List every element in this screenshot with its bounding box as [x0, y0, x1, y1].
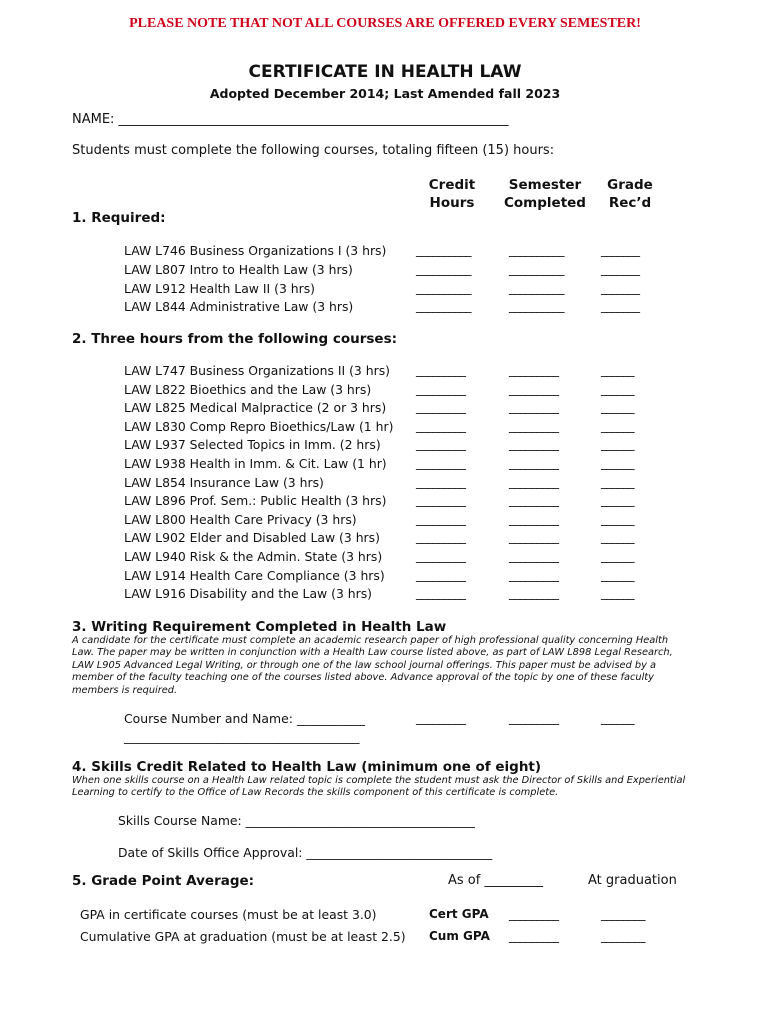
gpa-cumulative-text: Cumulative GPA at graduation (must be at least 2.5) [80, 929, 406, 944]
semester-completed-blank[interactable]: _________ [509, 567, 559, 582]
column-grade-recd [602, 176, 658, 212]
semester-completed-blank[interactable]: _________ [509, 474, 559, 489]
grade-blank[interactable]: ______ [601, 418, 634, 433]
semester-completed-blank[interactable]: _________ [509, 586, 559, 601]
semester-completed-blank[interactable]: _________ [509, 549, 559, 563]
credit-hours-blank[interactable]: _________ [416, 474, 466, 489]
course-row-label: LAW L844 Administrative Law (3 hrs) [124, 299, 354, 315]
column-grade-line1: Grade [607, 177, 653, 193]
credit-hours-blank[interactable]: _________ [416, 493, 466, 508]
credit-hours-blank[interactable]: _________ [416, 549, 466, 563]
grade-blank[interactable]: _______ [601, 243, 640, 257]
intro-text: Students must complete the following courses, totaling fifteen (15) hours: [72, 143, 555, 158]
grade-blank[interactable]: ______ [601, 400, 634, 415]
semester-completed-blank[interactable]: _________ [509, 400, 559, 415]
credit-hours-blank[interactable]: __________ [416, 243, 471, 257]
semester-completed-blank[interactable]: __________ [509, 299, 564, 314]
course-row-label: LAW L825 Medical Malpractice (2 or 3 hrs) [124, 400, 387, 416]
grade-blank[interactable]: ______ [601, 456, 634, 470]
credit-hours-blank[interactable]: __________ [416, 280, 471, 295]
column-semester-completed [500, 176, 590, 212]
grade-blank[interactable]: ______ [601, 437, 634, 452]
credit-hours-blank[interactable]: __________ [416, 299, 471, 314]
semester-completed-blank[interactable]: _________ [509, 530, 559, 545]
gpa-certificate-text: GPA in certificate courses (must be at least 3.0) [80, 907, 377, 922]
semester-completed-blank[interactable]: _________ [509, 437, 559, 452]
gpa-at-graduation-label: At graduation [588, 873, 677, 888]
semester-completed-blank[interactable]: _________ [509, 381, 559, 396]
course-row-label: LAW L912 Health Law II (3 hrs) [124, 280, 316, 296]
writing-course-line-continued[interactable]: ______________________________________ [124, 729, 360, 744]
credit-hours-blank[interactable]: _________ [416, 456, 466, 470]
grade-blank[interactable]: _______ [601, 280, 640, 295]
column-credit-hours-line1: Credit [428, 177, 476, 193]
writing-grade-blank[interactable]: ______ [601, 711, 634, 725]
grade-blank[interactable]: _______ [601, 261, 640, 276]
column-credit-hours-line2: Hours [429, 195, 475, 211]
credit-hours-blank[interactable]: _________ [416, 567, 466, 582]
credit-hours-blank[interactable]: _________ [416, 586, 466, 601]
course-row-label: LAW L854 Insurance Law (3 hrs) [124, 474, 324, 490]
cert-gpa-graduation-blank[interactable]: ________ [601, 907, 645, 921]
course-row-label: LAW L822 Bioethics and the Law (3 hrs) [124, 381, 372, 397]
grade-blank[interactable]: ______ [601, 549, 634, 563]
course-row-label: LAW L916 Disability and the Law (3 hrs) [124, 586, 373, 602]
writing-paragraph: A candidate for the certificate must complete an academic research paper of high professional quality concerning Health Law. The paper may be written in conjunction with a Health Law course listed above, as part of LAW L898 Legal Research, LAW L905 Advanced Legal Writing, or through one of the law school journal offerings. This paper must be advised by a member of the faculty teaching one of the courses listed above. Advance approval of the topic by one of these faculty members is required. [72, 635, 673, 696]
column-semester-line2: Completed [504, 195, 586, 211]
course-row-label: LAW L896 Prof. Sem.: Public Health (3 hrs) [124, 493, 387, 509]
page-title: CERTIFICATE IN HEALTH LAW [248, 62, 522, 82]
cum-gpa-label: Cum GPA [429, 929, 490, 943]
skills-paragraph: When one skills course on a Health Law related topic is complete the student must ask the Director of Skills and Experiential Learning to certify to the Office of Law Records the skills component of this certificate is complete. [72, 775, 686, 799]
credit-hours-blank[interactable]: _________ [416, 511, 466, 526]
course-row-label: LAW L830 Comp Repro Bioethics/Law (1 hr) [124, 418, 394, 434]
credit-hours-blank[interactable]: _________ [416, 437, 466, 452]
semester-notice: PLEASE NOTE THAT NOT ALL COURSES ARE OFFERED EVERY SEMESTER! [129, 16, 641, 31]
writing-semester-blank[interactable]: _________ [509, 711, 559, 725]
credit-hours-blank[interactable]: _________ [416, 418, 466, 433]
column-semester-line1: Semester [508, 177, 582, 193]
cum-gpa-as-of-blank[interactable]: _________ [509, 929, 559, 943]
grade-blank[interactable]: _______ [601, 299, 640, 314]
grade-blank[interactable]: ______ [601, 511, 634, 526]
cum-gpa-graduation-blank[interactable]: ________ [601, 929, 645, 943]
skills-course-name-line[interactable]: Skills Course Name: _____________________________________ [118, 813, 475, 828]
grade-blank[interactable]: ______ [601, 493, 634, 508]
section-skills-heading: 4. Skills Credit Related to Health Law (minimum one of eight) [72, 759, 542, 775]
section-required-heading: 1. Required: [72, 210, 166, 226]
grade-blank[interactable]: ______ [601, 530, 634, 545]
skills-approval-date-line[interactable]: Date of Skills Office Approval: ______________________________ [118, 845, 493, 860]
credit-hours-blank[interactable]: _________ [416, 381, 466, 396]
course-row-label: LAW L746 Business Organizations I (3 hrs) [124, 243, 387, 258]
semester-completed-blank[interactable]: _________ [509, 493, 559, 508]
grade-blank[interactable]: ______ [601, 381, 634, 396]
semester-completed-blank[interactable]: _________ [509, 456, 559, 470]
course-row-label: LAW L800 Health Care Privacy (3 hrs) [124, 511, 357, 527]
course-row-label: LAW L902 Elder and Disabled Law (3 hrs) [124, 530, 380, 546]
section-gpa-heading: 5. Grade Point Average: [72, 873, 255, 889]
page-subtitle: Adopted December 2014; Last Amended fall 2023 [209, 86, 561, 101]
grade-blank[interactable]: ______ [601, 474, 634, 489]
credit-hours-blank[interactable]: _________ [416, 400, 466, 415]
credit-hours-blank[interactable]: _________ [416, 363, 466, 377]
semester-completed-blank[interactable]: __________ [509, 243, 564, 257]
grade-blank[interactable]: ______ [601, 363, 634, 377]
grade-blank[interactable]: ______ [601, 567, 634, 582]
section-writing-heading: 3. Writing Requirement Completed in Health Law [72, 619, 447, 635]
section-electives-heading: 2. Three hours from the following courses: [72, 331, 398, 347]
semester-completed-blank[interactable]: __________ [509, 261, 564, 276]
semester-completed-blank[interactable]: _________ [509, 363, 559, 377]
semester-completed-blank[interactable]: _________ [509, 418, 559, 433]
credit-hours-blank[interactable]: _________ [416, 530, 466, 545]
cert-gpa-as-of-blank[interactable]: _________ [509, 907, 559, 921]
grade-blank[interactable]: ______ [601, 586, 634, 601]
semester-completed-blank[interactable]: _________ [509, 511, 559, 526]
course-row-label: LAW L940 Risk & the Admin. State (3 hrs) [124, 549, 383, 564]
course-row-label: LAW L807 Intro to Health Law (3 hrs) [124, 261, 353, 277]
column-credit-hours [420, 176, 484, 212]
course-row-label: LAW L747 Business Organizations II (3 hrs) [124, 363, 390, 378]
cert-gpa-label: Cert GPA [429, 907, 489, 921]
course-row-label: LAW L914 Health Care Compliance (3 hrs) [124, 567, 385, 583]
credit-hours-blank[interactable]: __________ [416, 261, 471, 276]
course-row-label: LAW L937 Selected Topics in Imm. (2 hrs) [124, 437, 381, 453]
gpa-as-of-line[interactable]: As of _________ [448, 873, 543, 888]
name-field-line[interactable]: NAME: ____________________________________________________________ [72, 112, 509, 127]
course-row-label: LAW L938 Health in Imm. & Cit. Law (1 hr) [124, 456, 387, 471]
column-grade-line2: Rec’d [608, 195, 652, 211]
writing-credit-blank[interactable]: _________ [416, 711, 466, 725]
semester-completed-blank[interactable]: __________ [509, 280, 564, 295]
writing-course-line[interactable]: Course Number and Name: ___________ [124, 711, 365, 726]
